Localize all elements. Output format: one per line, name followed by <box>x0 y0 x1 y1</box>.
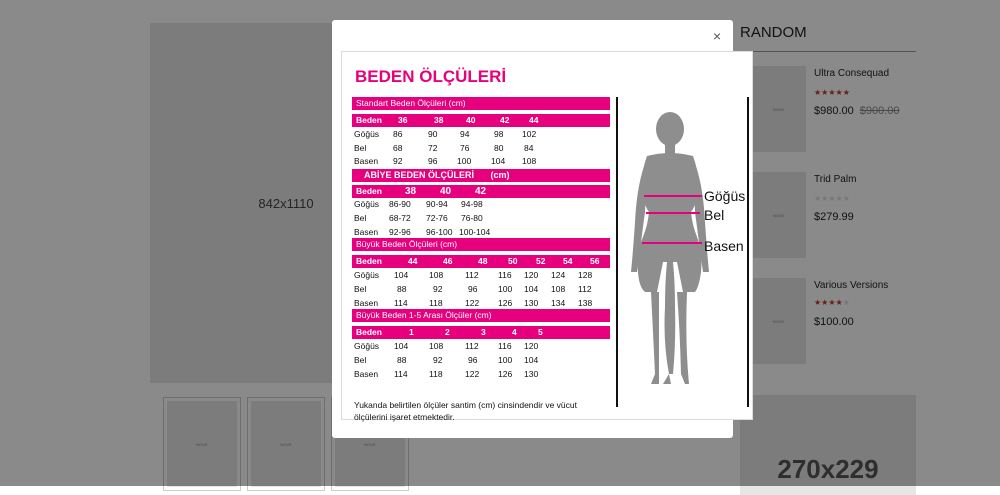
figure-divider-left <box>616 97 618 407</box>
product-rating: ★★★★★ <box>814 298 850 307</box>
buyuk-arasi-size-header: Beden 1 2 3 4 5 <box>352 326 610 339</box>
main-image-size-label: 842x1110 <box>258 195 314 211</box>
product-name[interactable]: Ultra Consequad <box>814 68 890 79</box>
standart-size-header: Beden 36 38 40 42 44 <box>352 114 610 127</box>
waist-label: Bel <box>704 207 725 223</box>
hip-measure-line <box>642 242 702 244</box>
buyuk-arasi-size-title: Büyük Beden 1-5 Arası Ölçüler (cm) <box>352 309 610 322</box>
body-silhouette <box>625 112 715 390</box>
size-chart-sheet: BEDEN ÖLÇÜLERİ Standart Beden Ölçüleri (cm) Beden 36 38 40 42 44 Göğüs 86 90 94 98 102 Bel 68 72 76 80 84 Basen 92 96 100 104 108 ABİYE BEDEN ÖLÇÜLERİ (cm) Beden 38 40 42 Göğüs 86-90 90-94 94-98 Bel 68-72 72-76 76-80 Basen 92-96 96-100 100-104 Büyük Beden Ölçüleri (cm) Beden 44 46 48 50 52 54 56 Göğüs 104 108 112 116 120 124 128 Bel 88 92 96 100 104 108 112 Basen 114 118 122 126 130 134 138 Büyük Beden 1-5 Arası Ölçüler (cm) Beden 1 2 3 4 5 Göğüs 104 108 112 116 120 Bel 88 92 96 100 104 Basen 114 118 122 126 130 Yukanda belirtilen ölçüler santim (cm) cinsindendir ve vücut ölçülerini işaret etmektedir. Göğüs Bel Basen <box>342 52 752 419</box>
thumbnail-3[interactable]: NOVE <box>331 397 409 491</box>
product-rating: ★★★★★ <box>814 194 850 203</box>
buyuk-size-header: Beden 44 46 48 50 52 54 56 <box>352 255 610 268</box>
abiye-size-header: Beden 38 40 42 <box>352 185 610 198</box>
figure-divider-right <box>747 97 749 407</box>
hip-label: Basen <box>704 238 744 254</box>
buyuk-size-title: Büyük Beden Ölçüleri (cm) <box>352 238 610 251</box>
product-image[interactable]: NOVE <box>751 278 806 364</box>
close-icon[interactable]: × <box>713 28 722 44</box>
thumbnail-2[interactable]: NOVE <box>247 397 325 491</box>
size-chart-heading: BEDEN ÖLÇÜLERİ <box>355 67 507 86</box>
abiye-size-title: ABİYE BEDEN ÖLÇÜLERİ (cm) <box>352 169 610 182</box>
thumbnail-1[interactable]: NOVE <box>163 397 241 491</box>
banner-size-label: 270x229 <box>777 453 879 484</box>
size-chart-modal <box>332 20 746 438</box>
product-price: $980.00 $900.00 <box>814 105 900 117</box>
measurement-note: Yukanda belirtilen ölçüler santim (cm) cinsindendir ve vücut ölçülerini işaret etmektedir. <box>354 400 577 422</box>
chest-measure-line <box>644 195 702 197</box>
product-image[interactable]: NOVE <box>751 172 806 258</box>
product-price: $100.00 <box>814 316 854 328</box>
product-old-price: $900.00 <box>859 105 900 117</box>
standart-size-title: Standart Beden Ölçüleri (cm) <box>352 97 610 110</box>
product-price: $279.99 <box>814 211 854 223</box>
random-products-title: RANDOM <box>740 24 807 41</box>
product-name[interactable]: Various Versions <box>814 280 889 291</box>
product-image[interactable]: NOVE <box>751 66 806 152</box>
product-rating: ★★★★★ <box>814 88 850 97</box>
product-name[interactable]: Trid Palm <box>814 174 857 185</box>
waist-measure-line <box>646 212 700 214</box>
chest-label: Göğüs <box>704 188 746 204</box>
